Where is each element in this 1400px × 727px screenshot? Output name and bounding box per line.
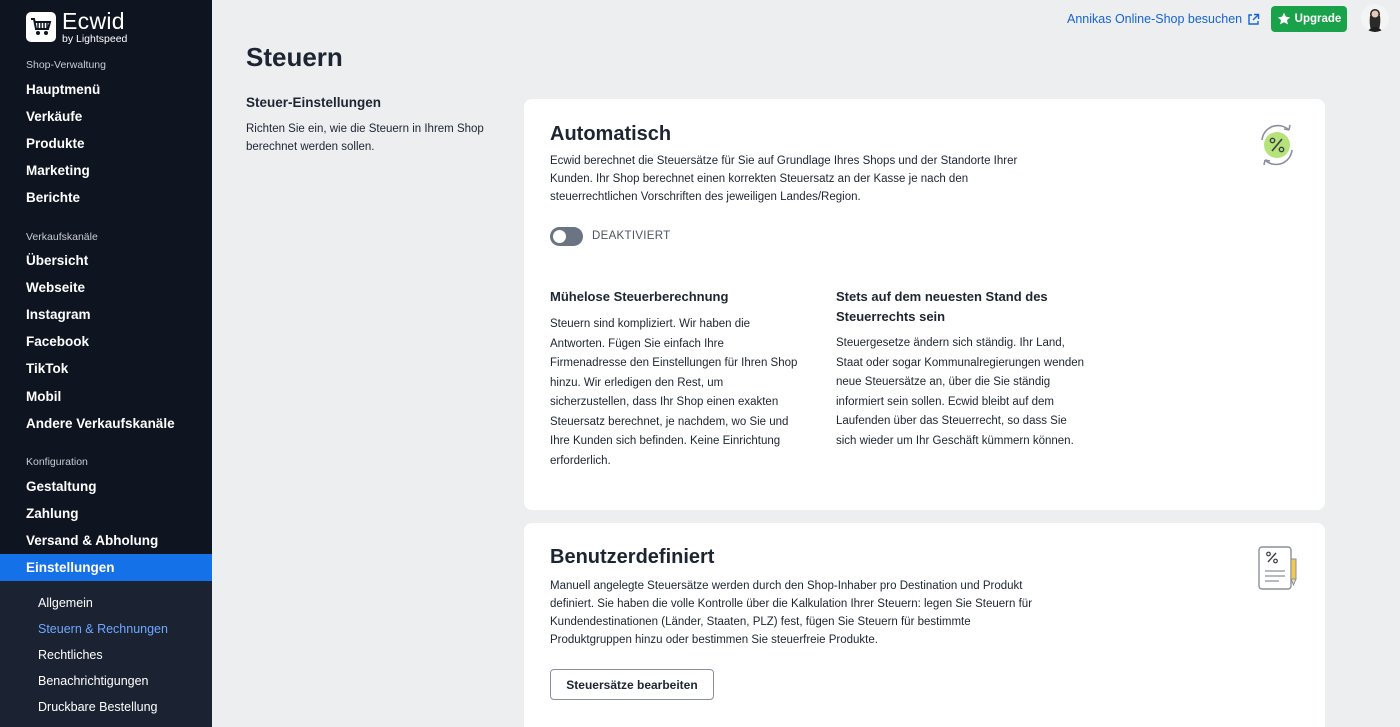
nav-mobil[interactable]: Mobil bbox=[26, 389, 62, 404]
subnav-druckbare-bestellung[interactable]: Druckbare Bestellung bbox=[38, 700, 158, 714]
toggle-status-label: DEAKTIVIERT bbox=[592, 230, 671, 242]
section-konfiguration: Konfiguration bbox=[26, 456, 88, 468]
visit-shop-link[interactable] bbox=[1067, 12, 1260, 26]
edit-tax-rates-button[interactable]: Steuersätze bearbeiten bbox=[550, 669, 714, 700]
nav-verkaeufe[interactable]: Verkäufe bbox=[26, 109, 83, 124]
custom-tax-card bbox=[524, 523, 1325, 727]
section-heading: Steuer-Einstellungen bbox=[246, 95, 382, 110]
automatic-card-title: Automatisch bbox=[550, 123, 672, 145]
upgrade-label: Upgrade bbox=[1294, 13, 1342, 25]
nav-instagram[interactable]: Instagram bbox=[26, 307, 91, 322]
external-link-icon bbox=[1247, 13, 1260, 26]
percent-refresh-icon bbox=[1256, 122, 1298, 173]
percent-document-icon bbox=[1257, 545, 1299, 596]
automatic-tax-toggle[interactable] bbox=[550, 227, 583, 246]
star-icon bbox=[1277, 12, 1291, 26]
feature-heading-1: Mühelose Steuerberechnung bbox=[550, 289, 729, 304]
section-verkaufskanaele: Verkaufskanäle bbox=[26, 231, 98, 243]
nav-andere-verkaufskanaele[interactable]: Andere Verkaufskanäle bbox=[26, 416, 175, 431]
nav-facebook[interactable]: Facebook bbox=[26, 334, 90, 349]
logo-title: Ecwid bbox=[62, 8, 125, 34]
settings-subnav bbox=[0, 581, 212, 727]
logo[interactable] bbox=[26, 10, 127, 45]
feature-heading-2: Stets auf dem neuesten Stand des Steuerrechts sein bbox=[836, 289, 1048, 324]
nav-versand-abholung[interactable]: Versand & Abholung bbox=[26, 533, 159, 548]
automatic-tax-card bbox=[524, 99, 1325, 510]
feature-text-1: Steuern sind kompliziert. Wir haben die Antworten. Fügen Sie einfach Ihre Firmenadresse den Einstellungen für Ihren Shop hinzu. Wir erledigen den Rest, um sicherzustellen, dass Ihr Shop einen exakten Steuersatz berechnet, je nachdem, wo Sie und Ihre Kunden sich befinden. Keine Einrichtung erforderlich. bbox=[550, 318, 798, 467]
upgrade-button[interactable] bbox=[1271, 6, 1347, 32]
custom-card-description: Manuell angelegte Steuersätze werden durch den Shop-Inhaber pro Destination und Produkt definiert. Sie haben die volle Kontrolle über die Kalkulation Ihrer Steuern: legen Sie Steuern für Kundendestinationen (Länder, Staaten, PLZ) fest, fügen Sie Steuern für bestimmte Produktgruppen hinzu oder bestimmen Sie steuerfreie Produkte. bbox=[550, 580, 1033, 646]
nav-einstellungen[interactable] bbox=[0, 554, 212, 581]
subnav-benachrichtigungen[interactable]: Benachrichtigungen bbox=[38, 674, 149, 688]
logo-subtitle: by Lightspeed bbox=[62, 33, 128, 45]
feature-text-2: Steuergesetze ändern sich ständig. Ihr Land, Staat oder sogar Kommunalregierungen wenden neue Steuersätze an, über die Sie ständig informiert sein sollen. Ecwid bleibt auf dem Laufenden über das Steuerrecht, so dass Sie sich wieder um Ihr Geschäft kümmern können. bbox=[836, 337, 1085, 447]
nav-zahlung[interactable]: Zahlung bbox=[26, 506, 79, 521]
subnav-steuern-rechnungen[interactable]: Steuern & Rechnungen bbox=[38, 622, 168, 636]
page-title: Steuern bbox=[246, 42, 343, 72]
automatic-card-description: Ecwid berechnet die Steuersätze für Sie auf Grundlage Ihres Shops und der Standorte Ihrer Kunden. Ihr Shop berechnet einen korrekten Steuersatz an der Kasse je nach den steuerrechtlichen Vorschriften des jeweiligen Landes/Region. bbox=[550, 155, 1018, 203]
nav-produkte[interactable]: Produkte bbox=[26, 136, 85, 151]
section-description: Richten Sie ein, wie die Steuern in Ihrem Shop berechnet werden sollen. bbox=[246, 123, 484, 153]
nav-hauptmenue[interactable]: Hauptmenü bbox=[26, 82, 101, 97]
avatar[interactable] bbox=[1361, 4, 1389, 32]
nav-gestaltung[interactable]: Gestaltung bbox=[26, 479, 97, 494]
nav-marketing[interactable]: Marketing bbox=[26, 163, 90, 178]
subnav-allgemein[interactable]: Allgemein bbox=[38, 596, 93, 610]
visit-shop-label: Annikas Online-Shop besuchen bbox=[1067, 12, 1243, 26]
nav-tiktok[interactable]: TikTok bbox=[26, 361, 69, 376]
nav-uebersicht[interactable]: Übersicht bbox=[26, 253, 89, 268]
nav-einstellungen-label: Einstellungen bbox=[26, 560, 115, 575]
section-shop-verwaltung: Shop-Verwaltung bbox=[26, 59, 106, 71]
cart-icon bbox=[26, 12, 56, 42]
nav-webseite[interactable]: Webseite bbox=[26, 280, 86, 295]
custom-card-title: Benutzerdefiniert bbox=[550, 546, 715, 568]
nav-berichte[interactable]: Berichte bbox=[26, 190, 81, 205]
sidebar bbox=[0, 0, 212, 727]
subnav-rechtliches[interactable]: Rechtliches bbox=[38, 648, 103, 662]
